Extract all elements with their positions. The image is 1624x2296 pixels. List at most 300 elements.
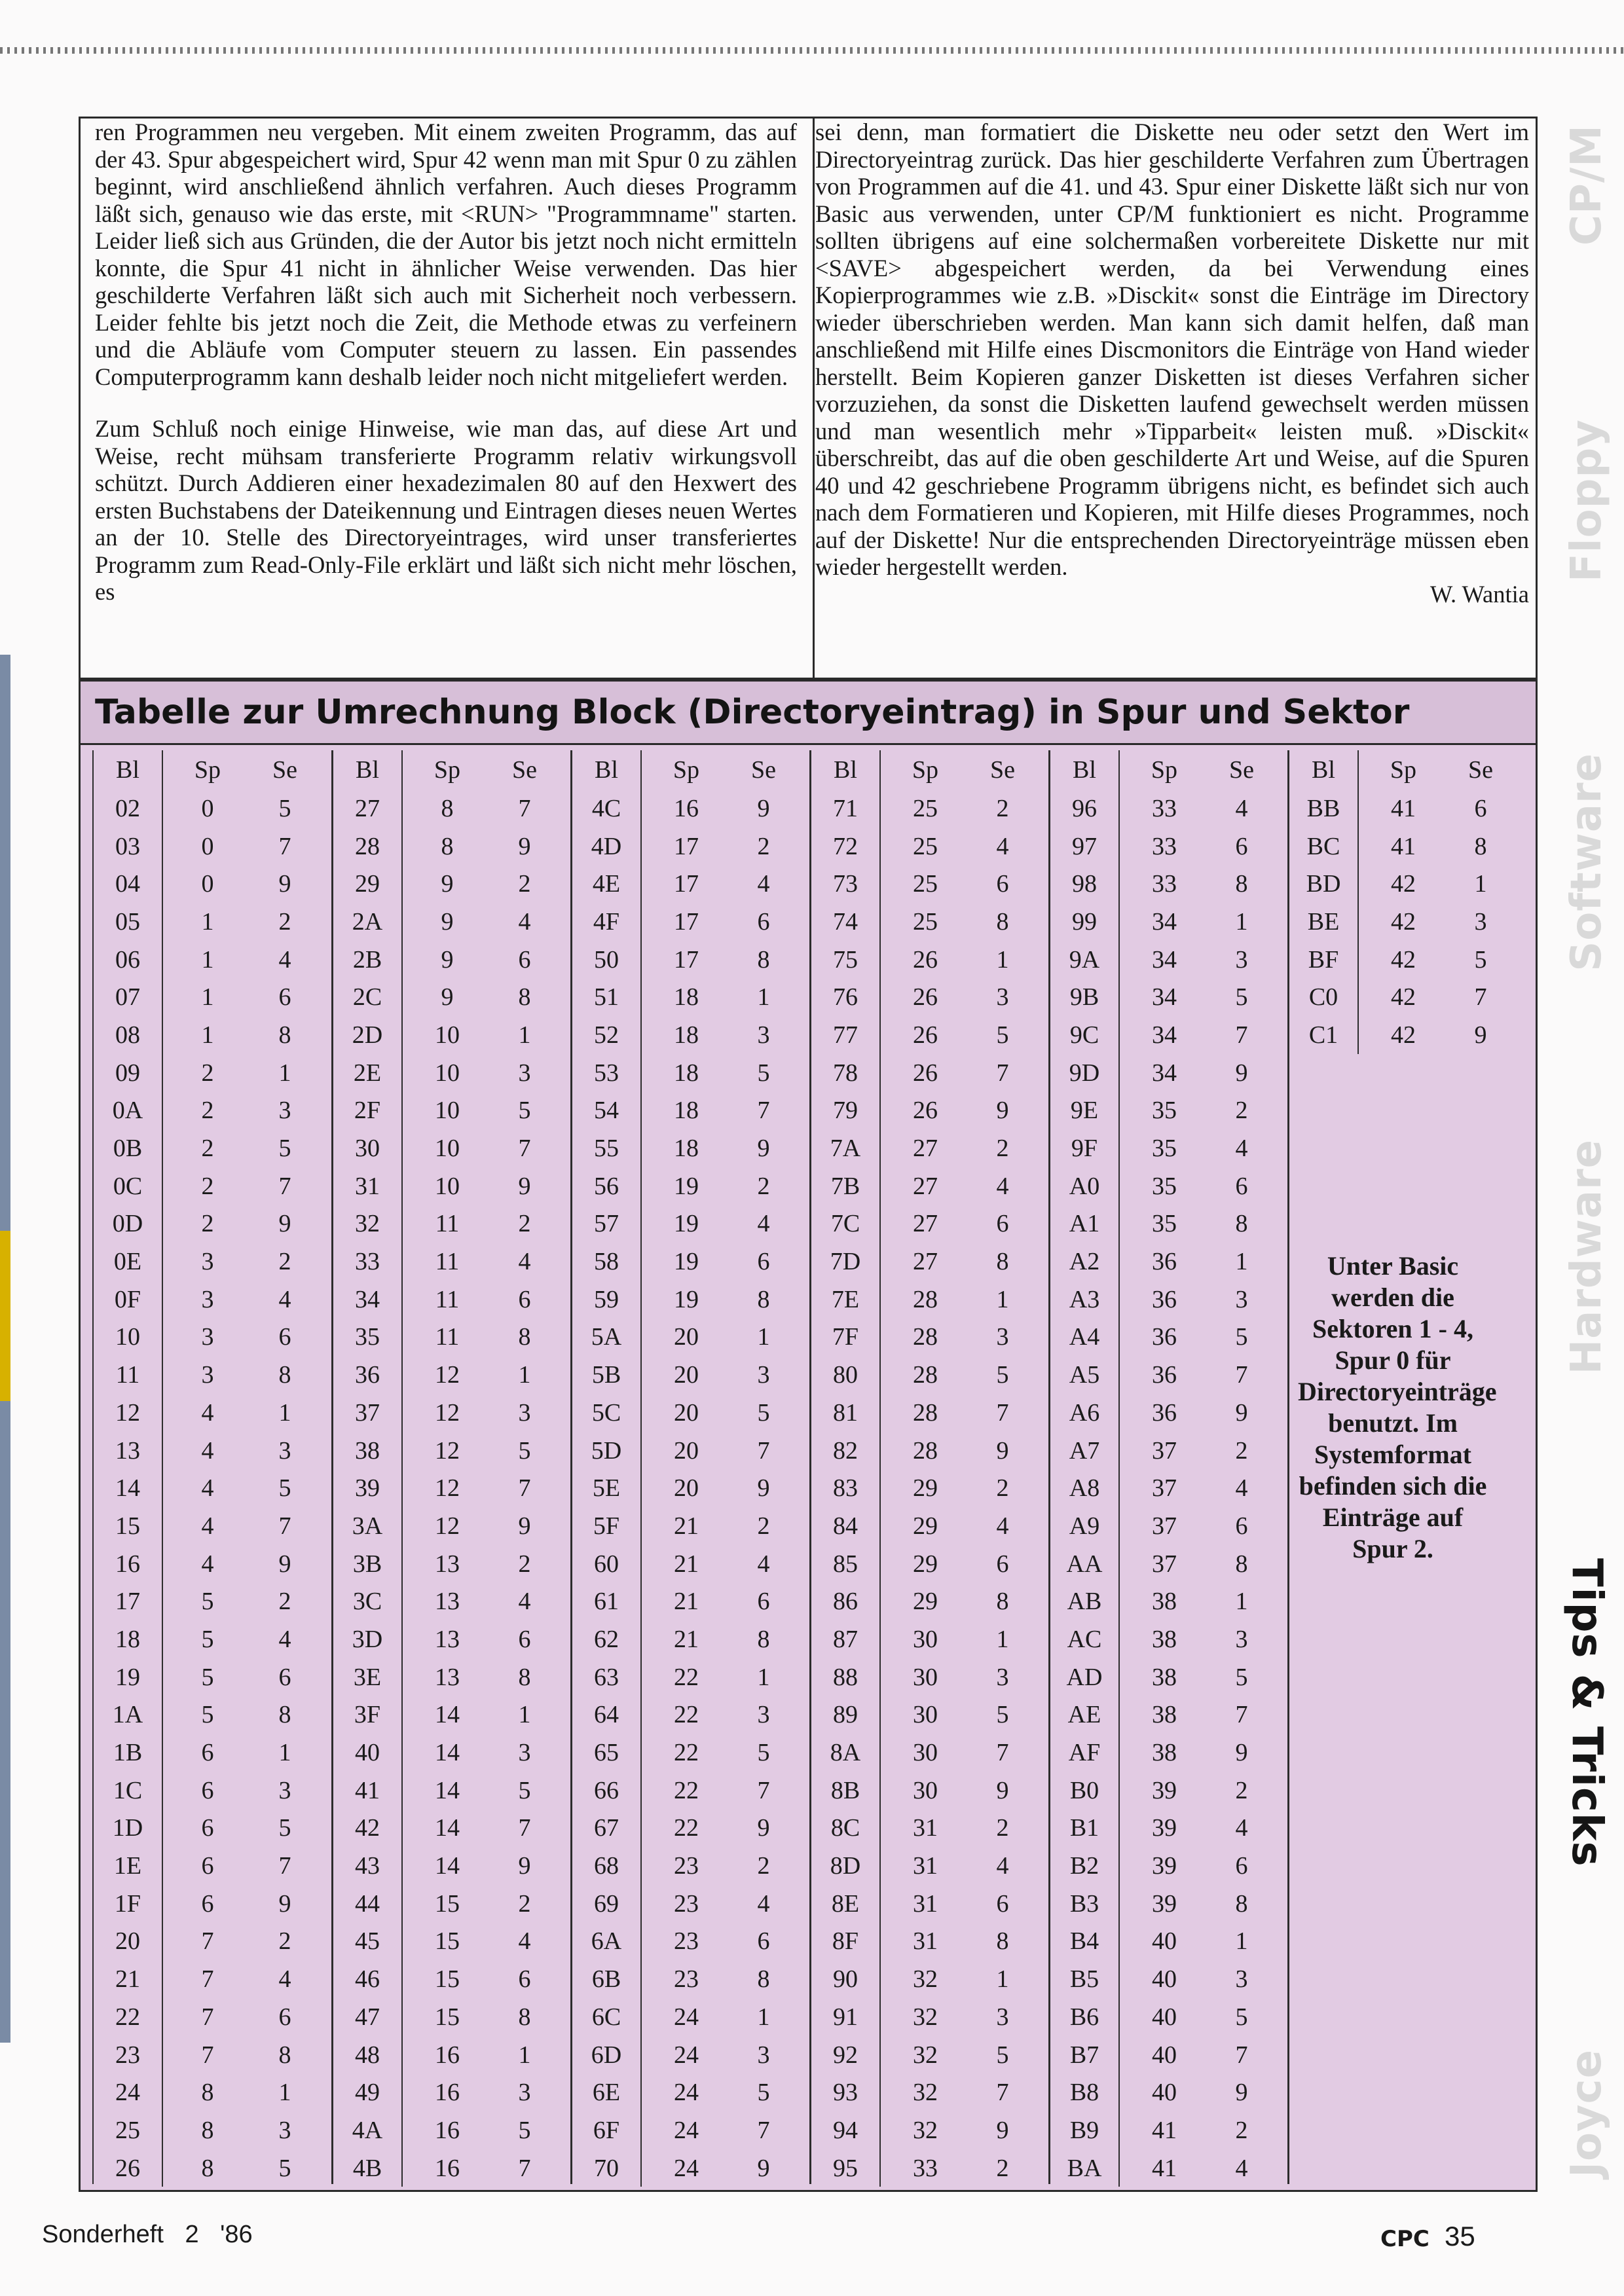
cell-se: 4 (757, 870, 770, 898)
cell-se: 7 (757, 2116, 770, 2144)
cell-se: 9 (1235, 2079, 1248, 2107)
cell-sp: 18 (674, 983, 699, 1011)
cell-bl: A1 (1050, 1205, 1120, 1243)
cell-se: 9 (1235, 1398, 1248, 1427)
cell-se: 8 (1235, 1210, 1248, 1238)
table-row (1050, 1998, 1287, 2036)
cell-se: 3 (518, 1398, 531, 1427)
table-row (811, 2149, 1048, 2187)
table-row (333, 790, 570, 828)
table-row (1050, 1469, 1287, 1507)
table-row (572, 1734, 809, 1772)
cell-bl: 58 (572, 1243, 642, 1281)
table-row (572, 1432, 809, 1470)
cell-sp: 9 (441, 870, 454, 898)
table-row (572, 1092, 809, 1130)
cell-sp: 8 (441, 832, 454, 860)
cell-sp: 25 (913, 870, 938, 898)
cell-bl: 4E (572, 865, 642, 903)
cell-sp: 41 (1152, 2116, 1177, 2144)
cell-bl: 98 (1050, 865, 1120, 903)
table-row (811, 1998, 1048, 2036)
cell-se: 2 (1235, 2116, 1248, 2144)
cell-bl: 4B (333, 2149, 403, 2187)
cell-bl: 39 (333, 1469, 403, 1507)
cell-bl: 43 (333, 1847, 403, 1885)
cell-bl: 59 (572, 1281, 642, 1319)
cell-sp: 39 (1152, 1814, 1177, 1842)
left-edge-yellow-sticker (0, 1231, 10, 1401)
cell-bl: 1A (94, 1696, 163, 1734)
cell-bl: B3 (1050, 1885, 1120, 1923)
cell-se: 1 (996, 1285, 1009, 1313)
cell-se: 7 (518, 1814, 531, 1842)
side-tab-3: Hardware (1562, 1139, 1611, 1375)
cell-se: 7 (1235, 1361, 1248, 1389)
table-row (333, 1960, 570, 1998)
cell-bl: AD (1050, 1658, 1120, 1696)
cell-se: 1 (1235, 1588, 1248, 1616)
cell-bl: 9B (1050, 978, 1120, 1016)
cell-bl: 3B (333, 1545, 403, 1583)
cell-se: 8 (757, 1965, 770, 1994)
cell-bl: 57 (572, 1205, 642, 1243)
cell-bl: 88 (811, 1658, 881, 1696)
cell-sp: 20 (674, 1436, 699, 1465)
cell-bl: A4 (1050, 1319, 1120, 1357)
cell-sp: 13 (435, 1625, 460, 1653)
cell-sp: 1 (201, 983, 214, 1011)
cell-sp: 10 (435, 1097, 460, 1125)
article-paragraph: sei denn, man formatiert die Diskette neu oder setzt den Wert im Directoryeintrag zurück. Das hier geschilderte Verfahren zum Übertragen von Programmen auf die 41. und 43. Spur einer Diskette läßt sich nur von Basic aus verwenden, unter CP/M funktioniert es nicht. Programme sollten übrigens auf eine solchermaßen vorbereitete Diskette nur mit <SAVE> abgespeichert werden, da bei Verwendung eines Kopierprogrammes wie z.B. »Disckit« sonst die Einträge im Directory wieder überschrieben werden. Man kann sich damit helfen, daß man anschließend mit Hilfe eines Discmonitors die Einträge von Hand wieder herstellt. Beim Kopieren ganzer Disketten ist dieses Verfahren sicher vorzuziehen, da sonst die Disketten laufend gewechselt werden müssen und man wesentlich mehr »Tipparbeit« leisten muß. »Disckit« überschreibt, das auf die oben geschilderte Art und Weise, auf die Spuren 40 und 42 geschriebene Programm übrigens nicht, es befindet sich auch nach dem Formatieren und Kopieren, mit Hilfe dieses Programmes, noch auf der Diskette! Nur die entsprechenden Directoryeinträge müssen eben wieder hergestellt werden. (815, 118, 1529, 580)
cell-sp: 40 (1152, 2079, 1177, 2107)
cell-sp: 12 (435, 1398, 460, 1427)
table-row (1050, 1582, 1287, 1620)
table-row (572, 1167, 809, 1205)
side-tab-2: Software (1562, 753, 1611, 972)
cell-sp: 19 (674, 1210, 699, 1238)
cell-se: 4 (278, 1625, 291, 1653)
table-row (94, 941, 331, 979)
table-row (333, 1734, 570, 1772)
table-row (811, 1356, 1048, 1394)
cell-se: 2 (1235, 1436, 1248, 1465)
cell-sp: 15 (435, 1927, 460, 1956)
cell-bl: 79 (811, 1092, 881, 1130)
cell-se: 1 (278, 1059, 291, 1087)
cell-sp: 38 (1152, 1663, 1177, 1691)
cell-se: 2 (278, 907, 291, 936)
cell-se: 4 (1235, 1814, 1248, 1842)
cell-se: 7 (757, 1436, 770, 1465)
cell-sp: 37 (1152, 1436, 1177, 1465)
cell-sp: 18 (674, 1021, 699, 1049)
cell-se: 4 (1235, 794, 1248, 822)
cell-bl: 7C (811, 1205, 881, 1243)
cell-se: 5 (757, 1059, 770, 1087)
table-row (1050, 1545, 1287, 1583)
cell-sp: 29 (913, 1512, 938, 1540)
cell-se: 3 (1235, 945, 1248, 974)
cell-bl: 36 (333, 1356, 403, 1394)
cell-se: 2 (278, 1588, 291, 1616)
cell-sp: 26 (913, 945, 938, 974)
header-se: Se (990, 756, 1015, 784)
table-row (572, 1847, 809, 1885)
cell-bl: A9 (1050, 1507, 1120, 1545)
cell-sp: 15 (435, 1889, 460, 1918)
cell-bl: 8C (811, 1810, 881, 1848)
cell-sp: 40 (1152, 1965, 1177, 1994)
cell-bl: 3A (333, 1507, 403, 1545)
cell-bl: 45 (333, 1923, 403, 1961)
table-row (811, 1545, 1048, 1583)
cell-se: 9 (278, 1889, 291, 1918)
table-row (572, 828, 809, 866)
cell-sp: 26 (913, 1021, 938, 1049)
cell-se: 6 (996, 1550, 1009, 1578)
cell-se: 5 (757, 1739, 770, 1767)
table-row (811, 1658, 1048, 1696)
table-row (572, 1885, 809, 1923)
cell-sp: 36 (1152, 1248, 1177, 1276)
cell-se: 5 (278, 794, 291, 822)
table-header-row (94, 750, 331, 790)
table-title: Tabelle zur Umrechnung Block (Directoryeintrag) in Spur und Sektor (79, 680, 1538, 745)
cell-se: 8 (996, 907, 1009, 936)
table-row (333, 2073, 570, 2111)
cell-se: 4 (757, 1210, 770, 1238)
cell-bl: 8B (811, 1772, 881, 1810)
cell-se: 8 (1235, 1550, 1248, 1578)
cell-bl: AC (1050, 1620, 1120, 1658)
cell-sp: 3 (201, 1361, 214, 1389)
cell-se: 5 (1235, 2003, 1248, 2031)
cell-se: 5 (996, 1701, 1009, 1729)
table-row (1050, 1394, 1287, 1432)
cell-bl: 20 (94, 1923, 163, 1961)
cell-bl: AB (1050, 1582, 1120, 1620)
cell-se: 8 (278, 1701, 291, 1729)
cell-sp: 33 (1152, 794, 1177, 822)
cell-bl: 65 (572, 1734, 642, 1772)
header-sp: Sp (194, 756, 221, 784)
author-signature: W. Wantia (1430, 580, 1529, 608)
cell-sp: 30 (913, 1701, 938, 1729)
table-row (94, 1810, 331, 1848)
cell-bl: 2F (333, 1092, 403, 1130)
table-row (811, 978, 1048, 1016)
cell-bl: B4 (1050, 1923, 1120, 1961)
table-row (1050, 1281, 1287, 1319)
cell-bl: 70 (572, 2149, 642, 2187)
cell-se: 7 (518, 2154, 531, 2182)
cell-se: 6 (518, 1285, 531, 1313)
cell-bl: 17 (94, 1582, 163, 1620)
header-se: Se (512, 756, 537, 784)
cell-sp: 31 (913, 1889, 938, 1918)
table-row (572, 1810, 809, 1848)
cell-sp: 30 (913, 1663, 938, 1691)
cell-se: 2 (518, 1550, 531, 1578)
cell-sp: 7 (201, 2003, 214, 2031)
cell-sp: 14 (435, 1776, 460, 1804)
cell-bl: 68 (572, 1847, 642, 1885)
cell-bl: 52 (572, 1016, 642, 1054)
table-row (1050, 1129, 1287, 1167)
cell-sp: 33 (913, 2154, 938, 2182)
cell-sp: 34 (1152, 983, 1177, 1011)
cell-sp: 11 (435, 1323, 460, 1351)
cell-se: 9 (518, 1852, 531, 1880)
side-tab-1: Floppy (1562, 419, 1611, 582)
cell-bl: 4F (572, 903, 642, 941)
table-row (94, 1658, 331, 1696)
table-row (1289, 978, 1526, 1016)
cell-bl: 28 (333, 828, 403, 866)
cell-sp: 35 (1152, 1097, 1177, 1125)
cell-sp: 31 (913, 1852, 938, 1880)
table-row (1050, 1243, 1287, 1281)
cell-se: 3 (996, 1323, 1009, 1351)
table-row (333, 978, 570, 1016)
cell-bl: 08 (94, 1016, 163, 1054)
table-row (572, 1243, 809, 1281)
cell-bl: 9C (1050, 1016, 1120, 1054)
cell-bl: 77 (811, 1016, 881, 1054)
cell-bl: 53 (572, 1054, 642, 1092)
cell-bl: 40 (333, 1734, 403, 1772)
table-row (1289, 941, 1526, 979)
cell-se: 8 (1235, 870, 1248, 898)
cell-sp: 37 (1152, 1550, 1177, 1578)
cell-sp: 20 (674, 1398, 699, 1427)
table-row (1050, 1810, 1287, 1848)
table-row (94, 1960, 331, 1998)
table-row (333, 1885, 570, 1923)
cell-bl: 90 (811, 1960, 881, 1998)
cell-bl: B1 (1050, 1810, 1120, 1848)
table-row (1050, 1923, 1287, 1961)
cell-bl: 29 (333, 865, 403, 903)
header-sp: Sp (912, 756, 939, 784)
table-row (811, 2036, 1048, 2074)
cell-se: 9 (518, 832, 531, 860)
cell-se: 9 (757, 794, 770, 822)
cell-bl: A3 (1050, 1281, 1120, 1319)
table-row (333, 903, 570, 941)
table-row (333, 828, 570, 866)
cell-se: 9 (278, 870, 291, 898)
cell-se: 8 (757, 945, 770, 974)
cell-sp: 28 (913, 1398, 938, 1427)
table-row (811, 1620, 1048, 1658)
table-row (1050, 1620, 1287, 1658)
cell-se: 1 (1235, 1248, 1248, 1276)
table-row (1050, 1507, 1287, 1545)
cell-bl: 8E (811, 1885, 881, 1923)
cell-bl: 73 (811, 865, 881, 903)
table-row (333, 1847, 570, 1885)
cell-bl: 0F (94, 1281, 163, 1319)
cell-sp: 29 (913, 1474, 938, 1503)
table-row (572, 1545, 809, 1583)
table-row (94, 1772, 331, 1810)
table-row (811, 2073, 1048, 2111)
table-row (94, 828, 331, 866)
table-row (333, 1658, 570, 1696)
article-column-1 (95, 118, 797, 678)
cell-se: 3 (278, 2116, 291, 2144)
table-row (1050, 1885, 1287, 1923)
table-row (1289, 790, 1526, 828)
cell-bl: 3E (333, 1658, 403, 1696)
cell-sp: 10 (435, 1021, 460, 1049)
table-row (333, 941, 570, 979)
table-row (1050, 1772, 1287, 1810)
cell-bl: 3C (333, 1582, 403, 1620)
cell-sp: 22 (674, 1701, 699, 1729)
cell-sp: 25 (913, 832, 938, 860)
table-row (333, 1356, 570, 1394)
cell-sp: 13 (435, 1550, 460, 1578)
cell-sp: 16 (435, 2079, 460, 2107)
table-row (572, 1281, 809, 1319)
table-row (333, 1243, 570, 1281)
cell-bl: BC (1289, 828, 1359, 866)
cell-se: 5 (1235, 983, 1248, 1011)
cell-se: 2 (996, 1474, 1009, 1503)
cell-se: 3 (1235, 1965, 1248, 1994)
cell-se: 4 (996, 832, 1009, 860)
cell-sp: 27 (913, 1172, 938, 1200)
table-row (1050, 941, 1287, 979)
cell-bl: 7E (811, 1281, 881, 1319)
cell-bl: 11 (94, 1356, 163, 1394)
cell-sp: 18 (674, 1059, 699, 1087)
table-row (333, 2149, 570, 2187)
header-sp: Sp (434, 756, 461, 784)
table-row (811, 1319, 1048, 1357)
cell-se: 6 (757, 907, 770, 936)
cell-se: 7 (278, 1852, 291, 1880)
cell-se: 3 (757, 2041, 770, 2069)
table-row (333, 1167, 570, 1205)
cell-sp: 0 (201, 870, 214, 898)
cell-sp: 13 (435, 1588, 460, 1616)
cell-se: 6 (1474, 794, 1487, 822)
table-row (1050, 978, 1287, 1016)
cell-sp: 40 (1152, 2041, 1177, 2069)
cell-sp: 37 (1152, 1474, 1177, 1503)
cell-bl: 02 (94, 790, 163, 828)
table-row (811, 1129, 1048, 1167)
cell-bl: C1 (1289, 1016, 1359, 1054)
cell-sp: 39 (1152, 1852, 1177, 1880)
cell-se: 5 (278, 2154, 291, 2182)
table-row (811, 1885, 1048, 1923)
cell-bl: 12 (94, 1394, 163, 1432)
cell-se: 8 (518, 983, 531, 1011)
table-column-group (92, 750, 331, 2184)
cell-se: 6 (278, 983, 291, 1011)
cell-bl: 25 (94, 2111, 163, 2149)
header-bl: Bl (1289, 750, 1359, 790)
table-row (333, 1319, 570, 1357)
table-row (572, 1394, 809, 1432)
cell-se: 7 (757, 1097, 770, 1125)
table-row (811, 1923, 1048, 1961)
cell-se: 1 (278, 1398, 291, 1427)
table-row (572, 2036, 809, 2074)
table-row (811, 1772, 1048, 1810)
table-row (1050, 1092, 1287, 1130)
cell-sp: 2 (201, 1210, 214, 1238)
table-column-group (809, 750, 1048, 2184)
table-row (811, 1960, 1048, 1998)
cell-bl: 94 (811, 2111, 881, 2149)
cell-bl: 37 (333, 1394, 403, 1432)
cell-bl: 51 (572, 978, 642, 1016)
cell-sp: 39 (1152, 1889, 1177, 1918)
header-se: Se (751, 756, 776, 784)
cell-se: 7 (1235, 1701, 1248, 1729)
cell-sp: 23 (674, 1965, 699, 1994)
cell-bl: 87 (811, 1620, 881, 1658)
table-row (1289, 828, 1526, 866)
cell-sp: 14 (435, 1814, 460, 1842)
cell-sp: 5 (201, 1701, 214, 1729)
cell-sp: 38 (1152, 1588, 1177, 1616)
cell-se: 3 (518, 1059, 531, 1087)
cell-sp: 16 (435, 2154, 460, 2182)
column-divider (813, 118, 815, 678)
cell-bl: 21 (94, 1960, 163, 1998)
cell-bl: 07 (94, 978, 163, 1016)
cell-se: 3 (1235, 1285, 1248, 1313)
cell-bl: 7B (811, 1167, 881, 1205)
table-row (333, 1129, 570, 1167)
cell-se: 8 (1235, 1889, 1248, 1918)
table-row (94, 1356, 331, 1394)
cell-bl: B6 (1050, 1998, 1120, 2036)
cell-se: 6 (1235, 832, 1248, 860)
cell-sp: 18 (674, 1135, 699, 1163)
table-row (1050, 2149, 1287, 2187)
cell-bl: 75 (811, 941, 881, 979)
table-row (94, 1319, 331, 1357)
table-row (94, 1469, 331, 1507)
cell-sp: 21 (674, 1625, 699, 1653)
cell-bl: 13 (94, 1432, 163, 1470)
cell-sp: 32 (913, 2079, 938, 2107)
cell-sp: 17 (674, 907, 699, 936)
cell-se: 1 (757, 2003, 770, 2031)
cell-sp: 34 (1152, 1021, 1177, 1049)
cell-bl: 86 (811, 1582, 881, 1620)
cell-se: 2 (996, 1135, 1009, 1163)
cell-se: 4 (518, 1588, 531, 1616)
header-se: Se (272, 756, 297, 784)
cell-bl: C0 (1289, 978, 1359, 1016)
table-row (811, 1432, 1048, 1470)
cell-se: 5 (278, 1135, 291, 1163)
cell-se: 7 (278, 832, 291, 860)
cell-sp: 23 (674, 1889, 699, 1918)
cell-se: 4 (996, 1172, 1009, 1200)
header-se: Se (1229, 756, 1254, 784)
cell-sp: 8 (441, 794, 454, 822)
